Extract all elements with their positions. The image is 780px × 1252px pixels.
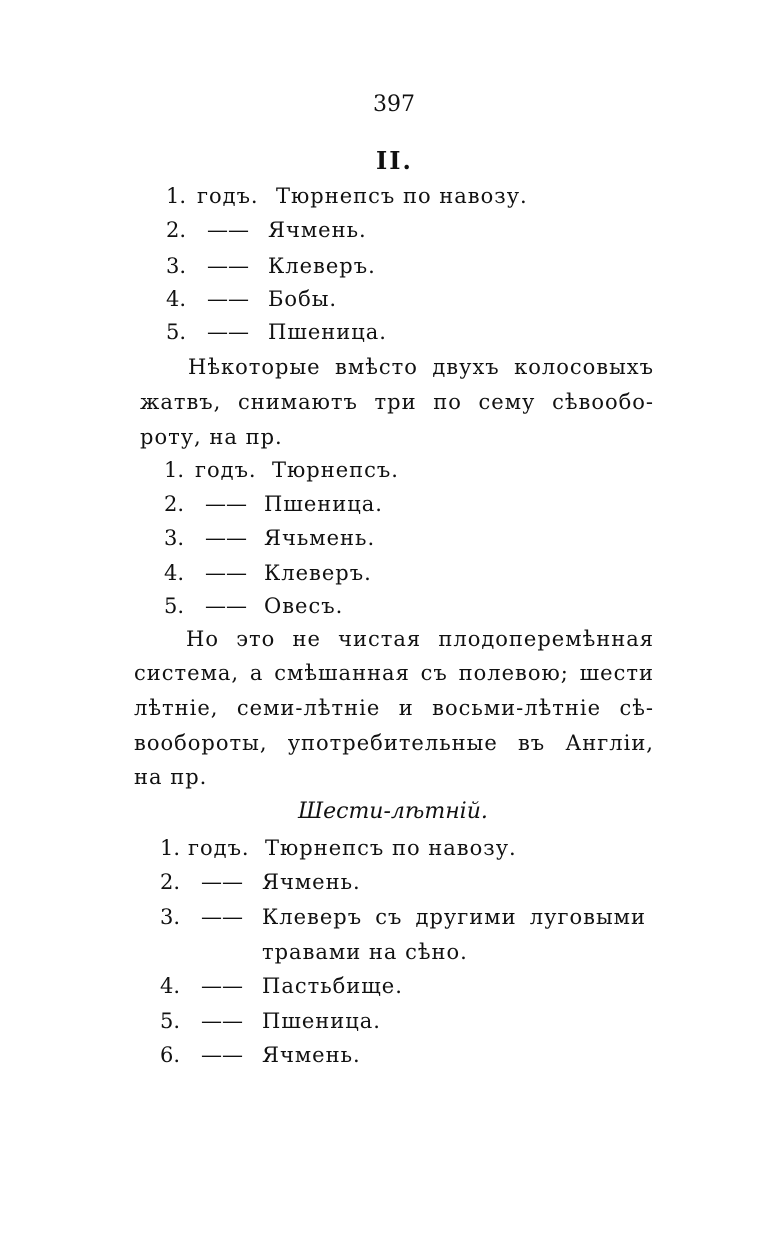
item-crop: Пшеница. [262, 1009, 381, 1033]
item-number: 4. [164, 561, 185, 585]
item-crop: Клеверъ. [268, 254, 376, 278]
item-dash: —— [205, 492, 247, 516]
item-dash: —— [207, 287, 249, 311]
item-number: 5. [166, 320, 187, 344]
item-year: годъ. [195, 458, 257, 482]
item-crop: Ячмень. [268, 218, 367, 242]
item-number: 1. [160, 836, 181, 860]
item-number: 1. [166, 184, 187, 208]
item-year: годъ. [197, 184, 259, 208]
item-number: 3. [160, 905, 181, 929]
paragraph-line: жатвъ, снимаютъ три по сему сѣвообо- [140, 390, 654, 414]
item-crop: Клеверъ съ другими луговыми [262, 905, 646, 929]
item-dash: —— [207, 320, 249, 344]
section-heading: II. [376, 146, 413, 175]
item-number: 5. [164, 594, 185, 618]
item-number: 5. [160, 1009, 181, 1033]
item-dash: —— [201, 974, 243, 998]
rotation-subheading: Шести-лѣтній. [298, 799, 488, 824]
paragraph-line: Но это не чистая плодоперемѣнная [186, 627, 654, 651]
item-dash: —— [207, 218, 249, 242]
item-crop: Клеверъ. [264, 561, 372, 585]
paragraph-line: Нѣкоторые вмѣсто двухъ колосовыхъ [188, 355, 654, 379]
page-number: 397 [373, 92, 415, 117]
item-crop: Тюрнепсъ по навозу. [265, 836, 517, 860]
item-crop: Пшеница. [268, 320, 387, 344]
item-dash: —— [205, 594, 247, 618]
item-crop: Тюрнепсъ по навозу. [276, 184, 528, 208]
item-number: 3. [164, 526, 185, 550]
item-number: 2. [160, 870, 181, 894]
item-crop-continued: травами на сѣно. [262, 940, 468, 964]
paragraph-line: лѣтніе, семи-лѣтніе и восьми-лѣтніе сѣ- [134, 696, 654, 720]
item-dash: —— [207, 254, 249, 278]
item-crop: Ячьмень. [264, 526, 376, 550]
item-year: годъ. [188, 836, 250, 860]
item-dash: —— [205, 526, 247, 550]
item-dash: —— [201, 1009, 243, 1033]
item-crop: Пастьбище. [262, 974, 403, 998]
item-number: 6. [160, 1043, 181, 1067]
item-dash: —— [201, 870, 243, 894]
item-number: 1. [164, 458, 185, 482]
item-crop: Овесъ. [264, 594, 344, 618]
item-crop: Ячмень. [262, 1043, 361, 1067]
item-number: 4. [160, 974, 181, 998]
item-number: 3. [166, 254, 187, 278]
item-dash: —— [201, 905, 243, 929]
item-crop: Пшеница. [264, 492, 383, 516]
item-dash: —— [205, 561, 247, 585]
item-number: 2. [166, 218, 187, 242]
item-crop: Ячмень. [262, 870, 361, 894]
paragraph-line: вообороты, употребительные въ Англіи, [134, 731, 654, 755]
item-dash: —— [201, 1043, 243, 1067]
paragraph-line: на пр. [134, 765, 208, 789]
item-number: 2. [164, 492, 185, 516]
item-crop: Тюрнепсъ. [272, 458, 399, 482]
item-number: 4. [166, 287, 187, 311]
paragraph-line: роту, на пр. [140, 425, 283, 449]
paragraph-line: система, а смѣшанная съ полевою; шести [134, 661, 654, 685]
item-crop: Бобы. [268, 287, 338, 311]
